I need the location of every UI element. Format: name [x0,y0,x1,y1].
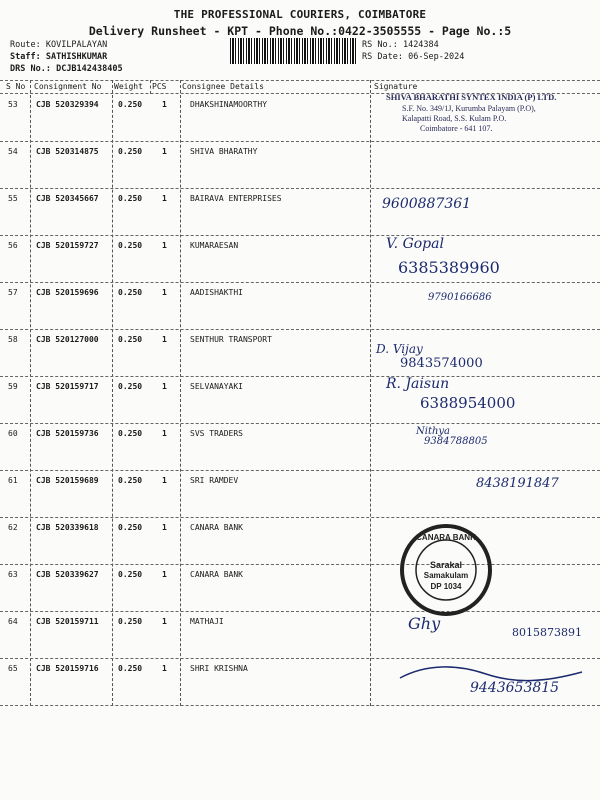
row-weight: 0.250 [118,194,143,203]
row-sno: 57 [8,288,18,297]
drs-line: DRS No.: DCJB142438405 [10,64,123,74]
signature-55: 9600887361 [382,196,472,212]
row-weight: 0.250 [118,664,143,673]
row-sno: 63 [8,570,18,579]
shiva-stamp-line2: S.F. No. 349/1J, Kurumba Palayam (P.O), [402,104,536,113]
row-weight: 0.250 [118,429,143,438]
signature-61: 8438191847 [476,476,559,491]
route-value: KOVILPALAYAN [45,40,108,50]
row-pcs: 1 [162,335,167,344]
col-consignment: Consignment No [34,82,102,91]
row-consignee: SELVANAYAKI [190,382,243,391]
row-consignment-no: CJB 520329394 [36,100,99,109]
row-weight: 0.250 [118,335,143,344]
row-consignment-no: CJB 520127000 [36,335,99,344]
signature-65: 9443653815 [470,680,560,696]
row-pcs: 1 [162,664,167,673]
row-weight: 0.250 [118,100,143,109]
table-row [0,235,600,282]
row-divider [0,705,600,706]
col-sno: S No [6,82,26,91]
row-consignee: KUMARAESAN [190,241,239,250]
drs-value: DCJB142438405 [56,64,123,74]
signature-64: 8015873891 [512,626,582,639]
row-consignment-no: CJB 520159696 [36,288,99,297]
staff-value: SATHISHKUMAR [45,52,108,62]
canara-seal-name: CANARA BANK [416,533,476,542]
signature-64-mark: Ghy [408,614,441,633]
row-consignee: AADISHAKTHI [190,288,243,297]
row-consignee: SENTHUR TRANSPORT [190,335,272,344]
table-row [0,141,600,188]
row-pcs: 1 [162,617,167,626]
row-consignment-no: CJB 520159711 [36,617,99,626]
runsheet-title: THE PROFESSIONAL COURIERS, COIMBATORE [173,8,427,21]
row-weight: 0.250 [118,523,143,532]
row-sno: 64 [8,617,18,626]
row-weight: 0.250 [118,476,143,485]
row-weight: 0.250 [118,147,143,156]
canara-seal-branch1: Sarakal [429,560,463,570]
row-consignment-no: CJB 520159716 [36,664,99,673]
canara-seal-dp: DP 1034 [430,582,462,591]
row-pcs: 1 [162,523,167,532]
signature-60-name: Nithya [416,426,451,437]
row-consignee: MATHAJI [190,617,224,626]
row-weight: 0.250 [118,288,143,297]
table-row [0,423,600,470]
row-sno: 61 [8,476,18,485]
row-pcs: 1 [162,194,167,203]
row-consignee: CANARA BANK [190,570,243,579]
row-weight: 0.250 [118,241,143,250]
col-signature: Signature [374,82,418,91]
row-sno: 54 [8,147,18,156]
barcode [230,38,358,64]
signature-58-phone: 9843574000 [400,356,483,371]
staff-line: Staff: SATHISHKUMAR [10,52,108,62]
row-consignee: SVS TRADERS [190,429,243,438]
signature-59-name: R. Jaisun [386,376,450,392]
row-sno: 65 [8,664,18,673]
canara-seal-branch2: Samakulam [423,571,469,580]
table-row [0,188,600,235]
signature-56-name: V. Gopal [386,236,444,252]
table-row [0,517,600,564]
signature-65-stroke [396,660,586,690]
row-pcs: 1 [162,241,167,250]
rs-no-value: 1424384 [402,40,439,50]
row-weight: 0.250 [118,570,143,579]
row-consignee: SHRI KRISHNA [190,664,248,673]
signature-60-phone: 9384788805 [424,436,488,447]
row-consignee: SRI RAMDEV [190,476,239,485]
signature-58-name: D. Vijay [376,342,423,356]
table-row [0,282,600,329]
signature-59-phone: 6388954000 [420,394,516,412]
shiva-stamp-line3: Kalapatti Road, S.S. Kulam P.O. [402,114,507,123]
table-row [0,329,600,376]
row-sno: 62 [8,523,18,532]
row-consignee: BAIRAVA ENTERPRISES [190,194,282,203]
col-weight: Weight [114,82,143,91]
shiva-stamp-line1: SHIVA BHARATHI SYNTEX INDIA (P) LTD. [386,92,557,102]
row-consignment-no: CJB 520159717 [36,382,99,391]
row-consignment-no: CJB 520339618 [36,523,99,532]
row-consignee: SHIVA BHARATHY [190,147,258,156]
route-line: Route: KOVILPALAYAN [10,40,108,50]
table-row [0,611,600,658]
row-pcs: 1 [162,147,167,156]
row-weight: 0.250 [118,617,143,626]
col-consignee: Consignee Details [182,82,264,91]
row-sno: 59 [8,382,18,391]
rs-date-line: RS Date: 06-Sep-2024 [362,52,465,62]
col-pcs: PCS [152,82,167,91]
row-consignment-no: CJB 520159727 [36,241,99,250]
row-consignment-no: CJB 520159736 [36,429,99,438]
canara-bank-seal [398,522,494,618]
row-pcs: 1 [162,570,167,579]
shiva-stamp-line4: Coimbatore - 641 107. [420,124,493,133]
row-pcs: 1 [162,429,167,438]
row-consignment-no: CJB 520314875 [36,147,99,156]
rs-date-value: 06-Sep-2024 [408,52,465,62]
rs-no-line: RS No.: 1424384 [362,40,439,50]
row-consignee: CANARA BANK [190,523,243,532]
table-row [0,564,600,611]
row-sno: 58 [8,335,18,344]
row-pcs: 1 [162,382,167,391]
row-sno: 60 [8,429,18,438]
row-consignment-no: CJB 520159689 [36,476,99,485]
signature-57: 9790166686 [428,292,492,303]
runsheet-subtitle: Delivery Runsheet - KPT - Phone No.:0422-3505555 - Page No.:5 [88,24,512,38]
row-weight: 0.250 [118,382,143,391]
row-pcs: 1 [162,476,167,485]
row-consignee: DHAKSHINAMOORTHY [190,100,268,109]
row-sno: 55 [8,194,18,203]
row-sno: 53 [8,100,18,109]
row-pcs: 1 [162,288,167,297]
row-consignment-no: CJB 520339627 [36,570,99,579]
row-consignment-no: CJB 520345667 [36,194,99,203]
row-pcs: 1 [162,100,167,109]
signature-56-phone: 6385389960 [398,258,500,277]
row-sno: 56 [8,241,18,250]
